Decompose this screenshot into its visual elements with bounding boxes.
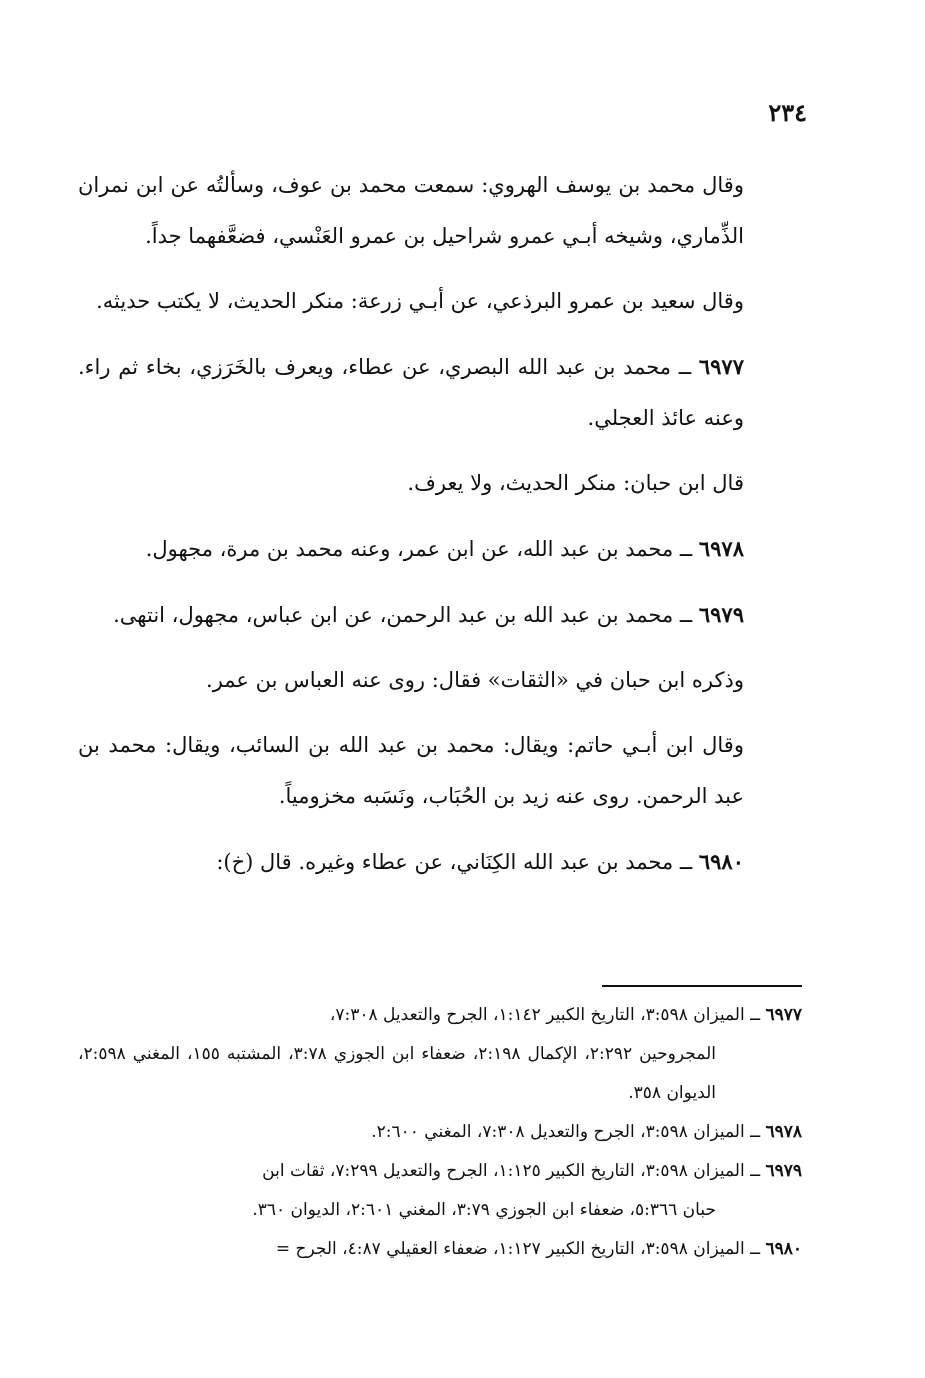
footnote-divider (602, 985, 802, 987)
paragraph-1 (78, 160, 802, 262)
entry-text: ــ محمد بن عبد الله الكِنَاني، عن عطاء وغيره. قال (خ): (216, 850, 699, 874)
entry-number: ٦٩٧٨ (698, 536, 744, 561)
entry-6978 (78, 523, 802, 575)
entry-text: ــ محمد بن عبد الله بن عبد الرحمن، عن ابن عباس، مجهول، انتهى. (113, 603, 699, 627)
footnote-number: ٦٩٧٩ (765, 1161, 802, 1181)
paragraph-2 (78, 276, 802, 327)
paragraph-text: وذكره ابن حبان في «الثقات» فقال: روى عنه العباس بن عمر. (206, 668, 744, 692)
entry-number: ٦٩٧٩ (698, 602, 744, 627)
footnote-text: ــ الميزان ٣:٥٩٨، التاريخ الكبير ١:١٢٧، ضعفاء العقيلي ٤:٨٧، الجرح = (275, 1239, 766, 1259)
entry-text: ــ محمد بن عبد الله البصري، عن عطاء، ويعرف بالخَرَزي، بخاء ثم راء. وعنه عائذ العجلي. (78, 355, 744, 430)
footnote-6979 (78, 1152, 802, 1230)
footnotes (78, 996, 802, 1269)
entry-text: ــ محمد بن عبد الله، عن ابن عمر، وعنه محمد بن مرة، مجهول. (145, 537, 699, 561)
main-text (78, 160, 802, 902)
footnote-6978 (78, 1113, 802, 1152)
footnote-number: ٦٩٧٧ (765, 1005, 802, 1025)
entry-6977 (78, 341, 802, 444)
footnote-number: ٦٩٨٠ (765, 1239, 802, 1259)
paragraph-8 (78, 720, 802, 822)
footnote-continuation: المجروحين ٢:٢٩٢، الإكمال ٢:١٩٨، ضعفاء ابن الجوزي ٣:٧٨، المشتبه ١٥٥، المغني ٢:٥٩٨، الديوان ٣٥٨. (78, 1044, 716, 1103)
footnote-number: ٦٩٧٨ (765, 1122, 802, 1142)
footnote-text: ــ الميزان ٣:٥٩٨، التاريخ الكبير ١:١٢٥، الجرح والتعديل ٧:٢٩٩، ثقات ابن (262, 1161, 766, 1181)
entry-6980 (78, 836, 802, 888)
entry-6979 (78, 589, 802, 641)
footnote-6980 (78, 1230, 802, 1269)
paragraph-4 (78, 458, 802, 509)
paragraph-text: وقال سعيد بن عمرو البرذعي، عن أبـي زرعة: منكر الحديث، لا يكتب حديثه. (96, 289, 744, 313)
footnote-text: ــ الميزان ٣:٥٩٨، الجرح والتعديل ٧:٣٠٨، المغني ٢:٦٠٠. (371, 1122, 766, 1142)
paragraph-7 (78, 655, 802, 706)
paragraph-text: قال ابن حبان: منكر الحديث، ولا يعرف. (407, 471, 744, 495)
entry-number: ٦٩٨٠ (698, 849, 744, 874)
page-number: ٢٣٤ (768, 98, 807, 127)
footnote-text: ــ الميزان ٣:٥٩٨، التاريخ الكبير ١:١٤٢، الجرح والتعديل ٧:٣٠٨، (329, 1005, 766, 1025)
footnote-6977 (78, 996, 802, 1113)
paragraph-text: وقال محمد بن يوسف الهروي: سمعت محمد بن عوف، وسألتُه عن ابن نمران الذِّماري، وشيخه أبـي عمرو شراحيل بن عمرو العَنْسي، فضعَّفهما جداً. (78, 173, 744, 248)
paragraph-text: وقال ابن أبـي حاتم: ويقال: محمد بن عبد الله بن السائب، ويقال: محمد بن عبد الرحمن. روى عنه زيد بن الحُبَاب، ونَسَبه مخزومياً. (78, 733, 744, 808)
footnote-continuation: حبان ٥:٣٦٦، ضعفاء ابن الجوزي ٣:٧٩، المغني ٢:٦٠١، الديوان ٣٦٠. (252, 1200, 716, 1220)
entry-number: ٦٩٧٧ (698, 354, 744, 379)
